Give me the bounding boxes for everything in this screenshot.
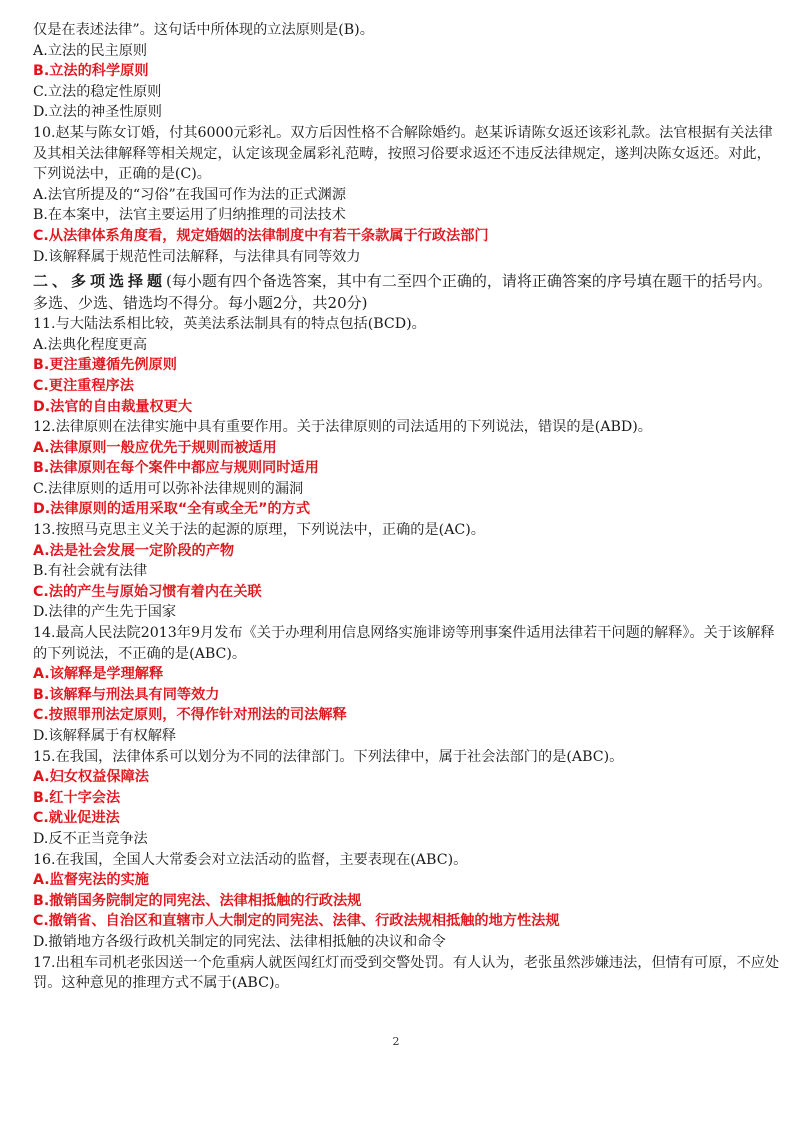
answer-option: D.法律的产生先于国家 xyxy=(33,604,177,621)
section-title: 二、多项选择题 xyxy=(33,272,167,291)
answer-option-correct: D.法官的自由裁量权更大 xyxy=(33,398,193,415)
text-line: 仅是在表述法律”。这句话中所体现的立法原则是(B)。 xyxy=(33,22,374,38)
question-stem: 13.按照马克思主义关于法的起源的原理，下列说法中，正确的是(AC)。 xyxy=(33,522,485,539)
answer-option-correct: D.法律原则的适用采取“全有或全无”的方式 xyxy=(33,501,311,518)
answer-option: A.立法的民主原则 xyxy=(33,42,148,59)
answer-option: D.立法的神圣性原则 xyxy=(33,104,162,121)
question-stem: 14.最高人民法院2013年9月发布《关于办理利用信息网络实施诽谤等刑事案件适用法律若干问题的解释》。关于该解释的下列说法，不正确的是(ABC)。 xyxy=(33,625,775,662)
answer-option: A.法典化程度更高 xyxy=(33,336,148,353)
answer-option-correct: C.更注重程序法 xyxy=(33,377,134,394)
answer-option-correct: A.法律原则一般应优先于规则而被适用 xyxy=(33,439,277,456)
answer-option: C.法律原则的适用可以弥补法律规则的漏洞 xyxy=(33,480,304,497)
answer-option: C.立法的稳定性原则 xyxy=(33,83,162,100)
answer-option-correct: B.更注重遵循先例原则 xyxy=(33,357,177,374)
answer-option-correct: B.红十字会法 xyxy=(33,789,121,806)
answer-option-correct: B.立法的科学原则 xyxy=(33,63,149,80)
answer-option: D.该解释属于有权解释 xyxy=(33,728,177,744)
question-stem: 12.法律原则在法律实施中具有重要作用。关于法律原则的司法适用的下列说法，错误的是(ABD)。 xyxy=(33,419,652,436)
answer-option-correct: A.该解释是学理解释 xyxy=(33,666,164,683)
answer-option-correct: A.妇女权益保障法 xyxy=(33,769,149,786)
answer-option: A.法官所提及的“习俗”在我国可作为法的正式渊源 xyxy=(33,186,347,203)
page-number: 2 xyxy=(392,1035,400,1048)
document-body xyxy=(33,20,783,994)
answer-option-correct: C.法的产生与原始习惯有着内在关联 xyxy=(33,583,262,600)
answer-option: B.在本案中，法官主要运用了归纳推理的司法技术 xyxy=(33,207,346,224)
question-stem: 16.在我国，全国人大常委会对立法活动的监督，主要表现在(ABC)。 xyxy=(33,851,468,868)
question-stem: 15.在我国，法律体系可以划分为不同的法律部门。下列法律中，属于社会法部门的是(ABC)。 xyxy=(33,748,624,765)
answer-option-correct: B.该解释与刑法具有同等效力 xyxy=(33,686,220,703)
answer-option: D.反不正当竞争法 xyxy=(33,830,148,847)
answer-option-correct: C.撤销省、自治区和直辖市人大制定的同宪法、法律、行政法规相抵触的地方性法规 xyxy=(33,913,560,930)
answer-option: B.有社会就有法律 xyxy=(33,563,148,580)
question-stem: 10.赵某与陈女订婚，付其6000元彩礼。双方后因性格不合解除婚约。赵某诉请陈女返还该彩礼款。法官根据有关法律及其相关法律解释等相关规定，认定该现金属彩礼范畴，按照习俗要求返还不违反法律规定，遂判决陈女返还。对此，下列说法中，正确的是(C)。 xyxy=(33,124,773,183)
answer-option: D.该解释属于规范性司法解释，与法律具有同等效力 xyxy=(33,248,361,265)
answer-option-correct: A.监督宪法的实施 xyxy=(33,872,149,889)
answer-option-correct: B.法律原则在每个案件中都应与规则同时适用 xyxy=(33,460,319,477)
answer-option-correct: C.就业促进法 xyxy=(33,810,120,827)
answer-option-correct: A.法是社会发展一定阶段的产物 xyxy=(33,542,235,559)
answer-option-correct: C.按照罪刑法定原则，不得作针对刑法的司法解释 xyxy=(33,707,347,724)
answer-option-correct: C.从法律体系角度看，规定婚姻的法律制度中有若干条款属于行政法部门 xyxy=(33,227,489,244)
answer-option: D.撤销地方各级行政机关制定的同宪法、法律相抵触的决议和命令 xyxy=(33,933,446,950)
answer-option-correct: B.撤销国务院制定的同宪法、法律相抵触的行政法规 xyxy=(33,892,362,909)
section-heading xyxy=(33,270,783,314)
question-stem: 11.与大陆法系相比较，英美法系法制具有的特点包括(BCD)。 xyxy=(33,316,426,333)
question-stem: 17.出租车司机老张因送一个危重病人就医闯红灯而受到交警处罚。有人认为，老张虽然涉嫌违法，但情有可原，不应处罚。这种意见的推理方式不属于(ABC)。 xyxy=(33,954,780,992)
section-instructions: (每小题有四个备选答案，其中有二至四个正确的，请将正确答案的序号填在题干的括号内。多选、少选、错选均不得分。每小题2分，共20分) xyxy=(33,272,772,313)
